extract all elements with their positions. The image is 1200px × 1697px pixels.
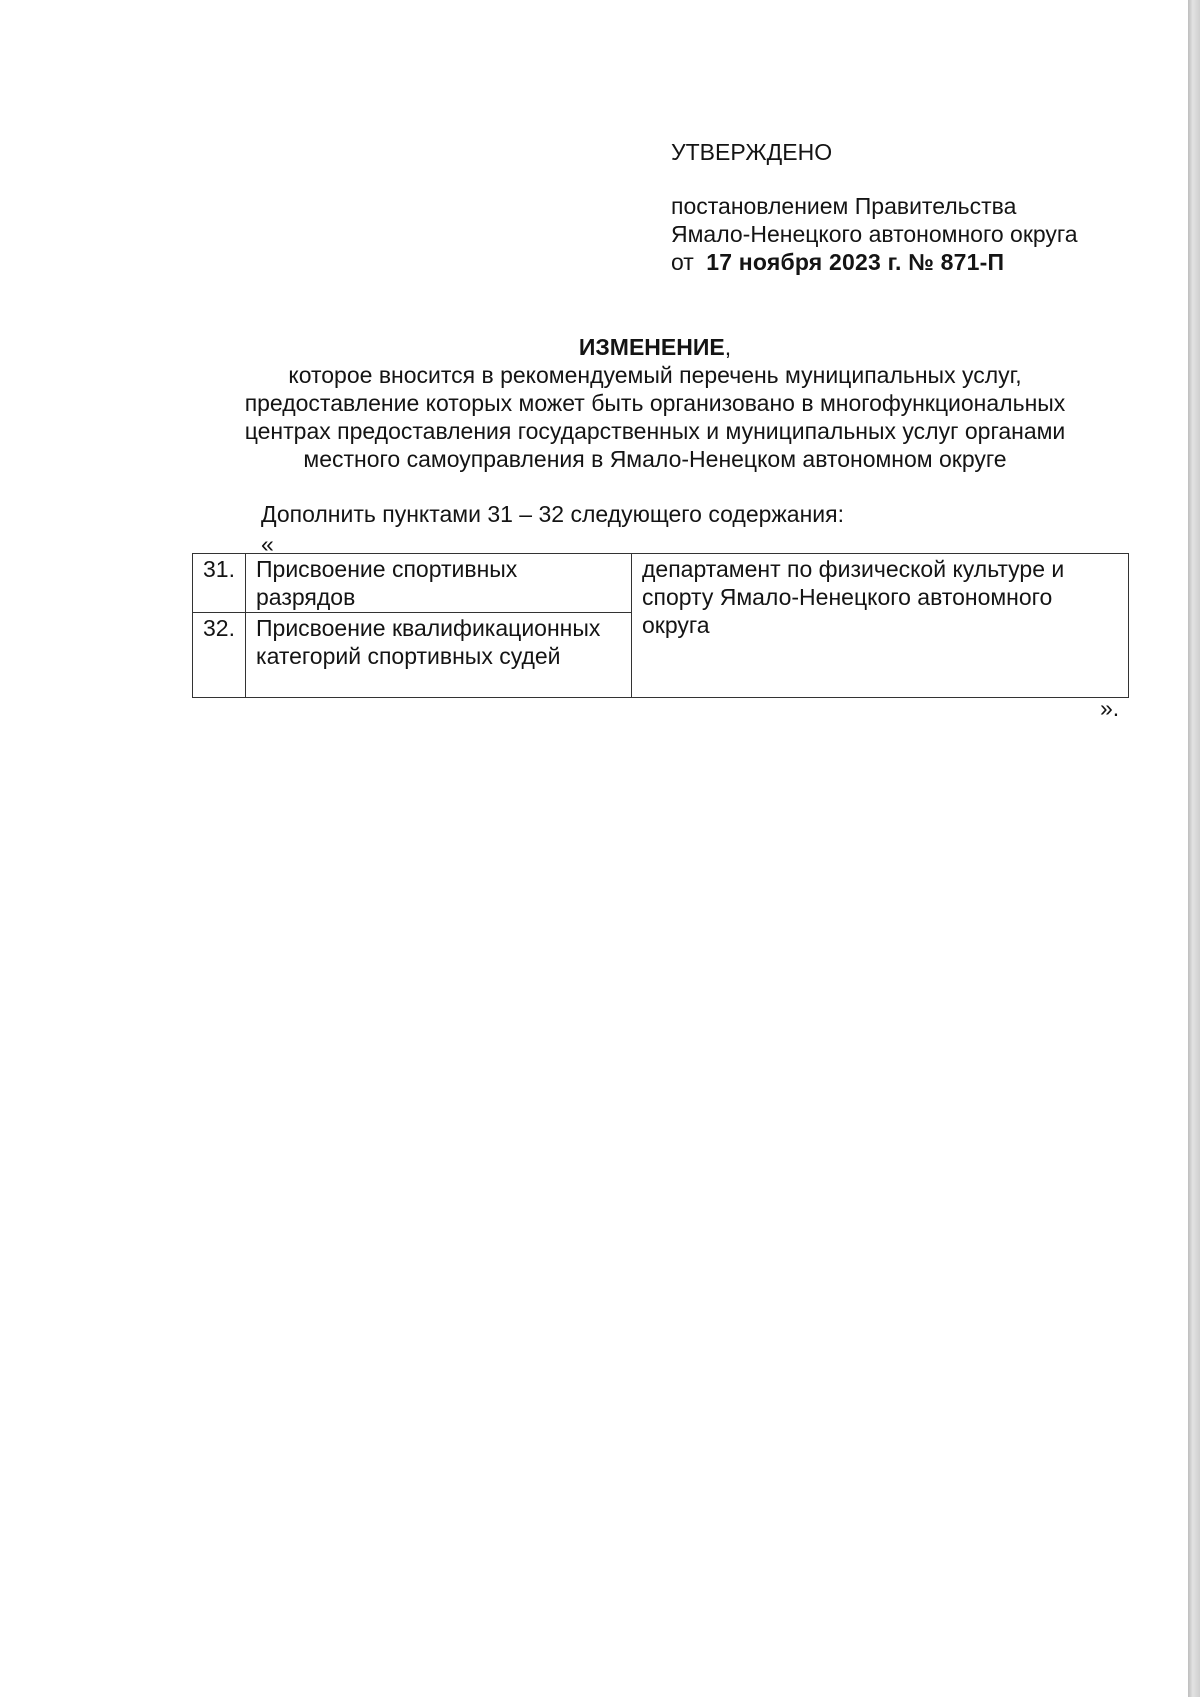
services-table	[192, 553, 1129, 698]
approval-block	[671, 138, 1171, 276]
heading-title-suffix: ,	[724, 334, 732, 360]
table-row	[193, 554, 1129, 613]
heading-line-1: которое вносится в рекомендуемый перечень муниципальных услуг,	[288, 362, 1022, 388]
approval-stamp: УТВЕРЖДЕНО	[671, 139, 833, 165]
heading-title-line	[190, 333, 1120, 361]
approval-date-prefix: от	[671, 249, 694, 275]
service-name: Присвоение квалификационных категорий спортивных судей	[246, 613, 632, 698]
close-quote: ».	[1100, 695, 1120, 721]
approval-date: 17 ноября 2023 г. № 871-П	[706, 249, 1005, 275]
heading-title: ИЗМЕНЕНИЕ	[578, 334, 725, 360]
row-number: 32.	[193, 613, 246, 698]
approval-line-2: Ямало-Ненецкого автономного округа	[671, 221, 1078, 247]
service-name: Присвоение спортивных разрядов	[246, 554, 632, 613]
row-number: 31.	[193, 554, 246, 613]
approval-date-line	[671, 248, 1171, 276]
document-heading	[190, 333, 1120, 473]
heading-line-3: центрах предоставления государственных и муниципальных услуг органами	[244, 418, 1066, 444]
heading-line-2: предоставление которых может быть организовано в многофункциональных	[244, 390, 1066, 416]
responsible-authority: департамент по физической культуре и спорту Ямало-Ненецкого автономного округа	[632, 554, 1129, 698]
approval-line-1: постановлением Правительства	[671, 193, 1017, 219]
scan-edge	[1188, 0, 1200, 1697]
heading-line-4: местного самоуправления в Ямало-Ненецком автономном округе	[303, 446, 1007, 472]
intro-text: Дополнить пунктами 31 – 32 следующего содержания:	[261, 501, 844, 527]
open-quote: «	[261, 531, 274, 557]
